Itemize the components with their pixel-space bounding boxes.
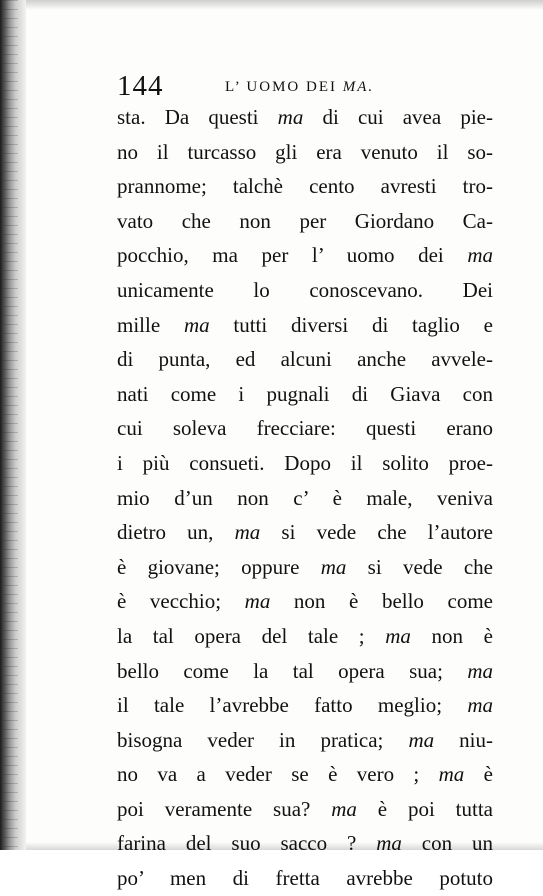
text-line bbox=[117, 826, 493, 861]
text-line bbox=[117, 861, 493, 896]
text-line bbox=[117, 446, 493, 481]
text-segment: nati come i pugnali di Giava con bbox=[117, 381, 493, 406]
italic-word: ma bbox=[385, 623, 411, 648]
text-segment: tutti diversi di taglio e bbox=[209, 312, 493, 337]
text-line bbox=[117, 584, 493, 619]
text-segment: poi veramente sua? bbox=[117, 796, 332, 821]
running-head-italic: MA. bbox=[342, 79, 375, 95]
italic-word: ma bbox=[320, 554, 347, 579]
running-head bbox=[225, 79, 374, 96]
text-segment: bisogna veder in pratica; bbox=[117, 727, 409, 752]
text-segment: si vede che bbox=[346, 554, 493, 579]
page-number: 144 bbox=[117, 70, 164, 102]
text-segment: di punta, ed alcuni anche avvele- bbox=[117, 347, 493, 372]
text-segment: dietro un, bbox=[117, 520, 235, 545]
text-line bbox=[117, 342, 493, 377]
text-segment: sta. Da questi bbox=[117, 105, 278, 129]
text-segment: il tale l’avrebbe fatto meglio; bbox=[117, 693, 468, 718]
text-segment: è bbox=[464, 762, 493, 787]
text-segment: non è bbox=[410, 623, 493, 648]
running-head-text: L’ UOMO DEI bbox=[225, 79, 343, 95]
text-segment: prannome; talchè cento avresti tro- bbox=[117, 174, 493, 199]
text-segment: si vede che l’autore bbox=[260, 520, 494, 545]
text-segment: bello come la tal opera sua; bbox=[117, 658, 468, 683]
text-line bbox=[117, 273, 493, 308]
text-line bbox=[117, 481, 493, 516]
text-line bbox=[117, 723, 493, 758]
text-segment: farina del suo sacco ? bbox=[117, 831, 377, 856]
text-segment: è giovane; oppure bbox=[117, 554, 321, 579]
text-line bbox=[117, 515, 493, 550]
text-line bbox=[117, 792, 493, 827]
text-line bbox=[117, 204, 493, 239]
italic-word: ma bbox=[376, 831, 402, 856]
text-line bbox=[117, 411, 493, 446]
text-segment: mio d’un non c’ è male, veniva bbox=[117, 485, 493, 510]
italic-word: ma bbox=[244, 589, 271, 614]
text-segment: niu- bbox=[434, 727, 493, 752]
page-spine-texture bbox=[4, 0, 18, 850]
text-line bbox=[117, 550, 493, 585]
text-segment: i più consueti. Dopo il solito proe- bbox=[117, 450, 493, 475]
text-line bbox=[117, 688, 493, 723]
text-segment: mille bbox=[117, 312, 184, 337]
italic-word: ma bbox=[467, 658, 493, 683]
text-segment: con un bbox=[401, 831, 493, 856]
text-segment: è vecchio; bbox=[117, 589, 245, 614]
text-line bbox=[117, 169, 493, 204]
italic-word: ma bbox=[438, 762, 465, 787]
text-segment: no il turcasso gli era venuto il so- bbox=[117, 139, 493, 164]
italic-word: ma bbox=[331, 796, 357, 821]
text-segment: è poi tutta bbox=[356, 796, 493, 821]
italic-word: ma bbox=[467, 693, 493, 718]
text-line bbox=[117, 135, 493, 170]
text-segment: no va a veder se è vero ; bbox=[117, 762, 439, 787]
italic-word: ma bbox=[183, 312, 210, 337]
text-line bbox=[117, 100, 493, 135]
text-line bbox=[117, 377, 493, 412]
text-line bbox=[117, 308, 493, 343]
page-top-edge bbox=[26, 0, 543, 10]
text-segment: di cui avea pie- bbox=[303, 105, 493, 129]
text-segment: vato che non per Giordano Ca- bbox=[117, 208, 493, 233]
italic-word: ma bbox=[234, 520, 261, 545]
italic-word: ma bbox=[277, 105, 304, 129]
page-header bbox=[117, 70, 417, 102]
text-segment: unicamente lo conoscevano. Dei bbox=[117, 277, 493, 302]
text-line bbox=[117, 757, 493, 792]
text-segment: la tal opera del tale ; bbox=[117, 623, 386, 648]
text-segment: pocchio, ma per l’ uomo dei bbox=[117, 243, 468, 268]
text-segment: non è bello come bbox=[270, 589, 494, 614]
text-segment: cui soleva frecciare: questi erano bbox=[117, 416, 493, 441]
text-line bbox=[117, 619, 493, 654]
body-text bbox=[117, 100, 493, 896]
text-line bbox=[117, 238, 493, 273]
italic-word: ma bbox=[467, 243, 493, 268]
text-segment: po’ men di fretta avrebbe potuto bbox=[117, 866, 493, 891]
text-line bbox=[117, 654, 493, 689]
italic-word: ma bbox=[408, 727, 435, 752]
